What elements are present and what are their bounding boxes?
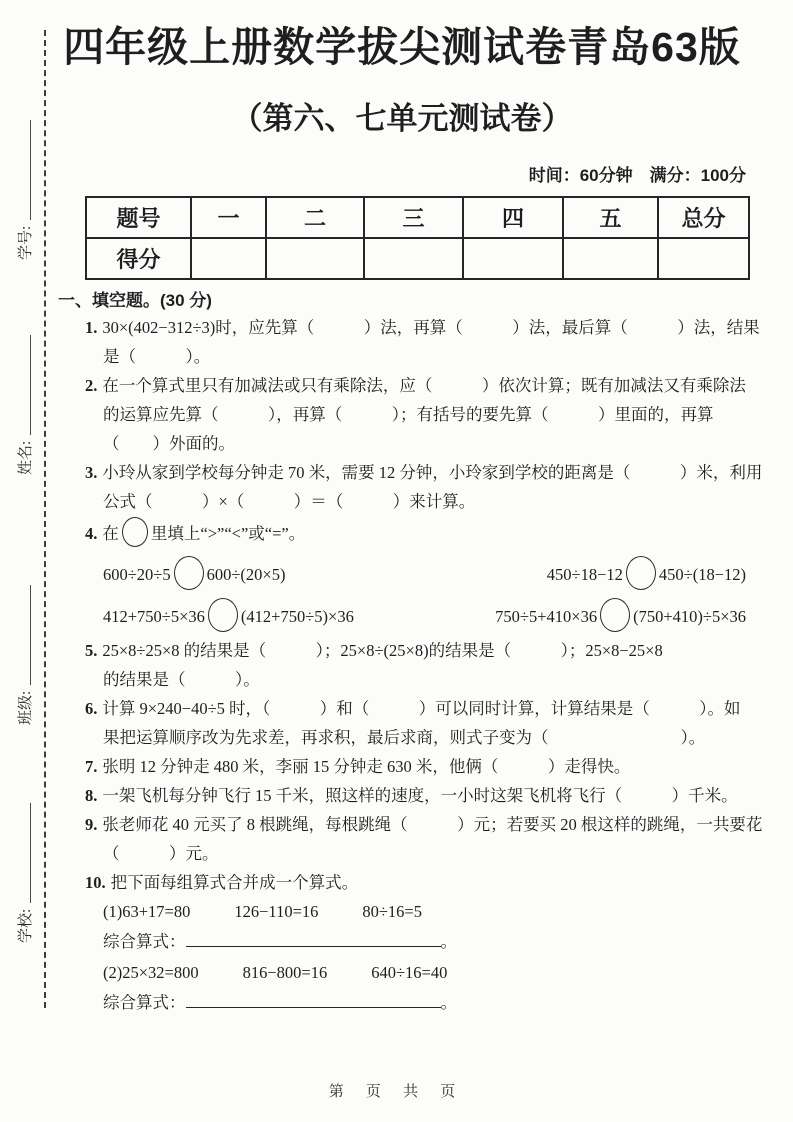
question-text: 把下面每组算式合并成一个算式。 bbox=[110, 873, 359, 892]
expression-left: 412+750÷5×36 bbox=[103, 607, 205, 626]
answer-suffix: 。 bbox=[440, 993, 457, 1012]
combined-expression-answer-2 bbox=[56, 987, 748, 1019]
comparison-item bbox=[103, 598, 354, 632]
question-text: 张老师花 40 元买了 8 根跳绳，每根跳绳（ ）元；若要买 20 根这样的跳绳，一共要花 bbox=[102, 815, 763, 834]
compare-circle-icon bbox=[208, 598, 238, 632]
fill-in-blank-questions bbox=[56, 313, 763, 1019]
equation-text: 25×32=800 bbox=[122, 963, 199, 982]
expression-left: 600÷20÷5 bbox=[103, 565, 171, 584]
question-text: （ ）外面的。 bbox=[103, 434, 235, 453]
score-table-header-cell: 五 bbox=[563, 197, 658, 238]
score-table bbox=[85, 196, 750, 280]
student-number-blank-line bbox=[18, 120, 31, 220]
score-table-header-cell: 一 bbox=[191, 197, 266, 238]
compare-circle-icon bbox=[122, 517, 148, 547]
sidebar-field-student-number bbox=[14, 90, 34, 260]
part-label: (1) bbox=[103, 902, 123, 921]
compare-circle-icon bbox=[600, 598, 630, 632]
question-number: 4. bbox=[85, 524, 98, 543]
school-blank-line bbox=[18, 803, 31, 903]
question-text: 公式（ ）×（ ）＝（ ）来计算。 bbox=[103, 492, 476, 511]
question-text: 的结果是（ ）。 bbox=[103, 670, 260, 689]
score-table-score-row bbox=[86, 238, 749, 279]
equation: 80÷16=5 bbox=[362, 902, 422, 921]
question-number: 6. bbox=[85, 699, 98, 718]
score-cell bbox=[563, 238, 658, 279]
question-number: 10. bbox=[85, 873, 106, 892]
sidebar-field-school bbox=[14, 773, 34, 943]
question-text: 里填上“>”“<”或“=”。 bbox=[150, 524, 306, 543]
comparison-row bbox=[56, 594, 748, 636]
question-text: 的运算应先算（ ），再算（ ）；有括号的要先算（ ）里面的，再算 bbox=[103, 405, 714, 424]
exam-info: 时间：60分钟 满分：100分 bbox=[528, 166, 746, 185]
comparison-row bbox=[56, 552, 748, 594]
question-4 bbox=[56, 516, 748, 636]
score-cell bbox=[266, 238, 364, 279]
name-label: 姓名: bbox=[17, 440, 34, 475]
score-cell bbox=[364, 238, 463, 279]
fold-dashed-line bbox=[44, 30, 46, 1008]
score-table-header-cell: 二 bbox=[266, 197, 364, 238]
page-title: 四年级上册数学拔尖测试卷青岛63版 bbox=[63, 24, 741, 70]
equation-group-2 bbox=[56, 958, 748, 987]
question-5 bbox=[56, 636, 748, 694]
question-number: 1. bbox=[85, 318, 98, 337]
question-2 bbox=[56, 371, 748, 458]
answer-suffix: 。 bbox=[440, 932, 457, 951]
school-label: 学校: bbox=[17, 908, 34, 943]
comparison-item bbox=[103, 556, 285, 590]
score-cell bbox=[658, 238, 749, 279]
question-3 bbox=[56, 458, 763, 516]
answer-blank-line bbox=[186, 994, 441, 1008]
question-text: 张明 12 分钟走 480 米，李丽 15 分钟走 630 米，他俩（ ）走得快。 bbox=[102, 757, 631, 776]
equation: 640÷16=40 bbox=[371, 963, 448, 982]
question-text: 30×(402−312÷3)时，应先算（ ）法，再算（ ）法，最后算（ ）法，结果 bbox=[102, 318, 760, 337]
comparison-item bbox=[495, 598, 746, 632]
compare-circle-icon bbox=[626, 556, 656, 590]
score-table-header-cell: 题号 bbox=[86, 197, 191, 238]
question-6 bbox=[56, 694, 748, 752]
answer-label: 综合算式： bbox=[103, 932, 186, 951]
question-text: 果把运算顺序改为先求差，再求积，最后求商，则式子变为（ ）。 bbox=[103, 728, 706, 747]
sidebar-field-class bbox=[14, 555, 34, 725]
class-label: 班级: bbox=[17, 690, 34, 725]
question-1 bbox=[56, 313, 760, 371]
equation bbox=[103, 958, 199, 987]
question-text: （ ）元。 bbox=[103, 844, 219, 863]
score-cell bbox=[463, 238, 563, 279]
question-text: 是（ ）。 bbox=[103, 347, 211, 366]
score-table-header-cell: 四 bbox=[463, 197, 563, 238]
main-content bbox=[56, 0, 763, 1019]
compare-circle-icon bbox=[174, 556, 204, 590]
question-text: 小玲从家到学校每分钟走 70 米，需要 12 分钟，小玲家到学校的距离是（ ）米，利用 bbox=[102, 463, 763, 482]
name-blank-line bbox=[18, 335, 31, 435]
equation bbox=[103, 897, 190, 926]
question-text: 一架飞机每分钟飞行 15 千米，照这样的速度，一小时这架飞机将飞行（ ）千米。 bbox=[102, 786, 738, 805]
student-number-label: 学号: bbox=[17, 225, 34, 260]
question-8 bbox=[56, 781, 748, 810]
question-text: 计算 9×240−40÷5 时，（ ）和（ ）可以同时计算，计算结果是（ ）。如 bbox=[102, 699, 741, 718]
expression-right: 450÷(18−12) bbox=[658, 565, 746, 584]
expression-right: 600÷(20×5) bbox=[206, 565, 286, 584]
score-table-header-row bbox=[86, 197, 749, 238]
question-number: 3. bbox=[85, 463, 98, 482]
question-number: 2. bbox=[85, 376, 98, 395]
section-one-heading: 一、填空题。(30 分) bbox=[58, 291, 212, 310]
footer-page-number: 第 页 共 页 bbox=[328, 1083, 465, 1100]
question-number: 9. bbox=[85, 815, 98, 834]
question-number: 7. bbox=[85, 757, 98, 776]
question-number: 5. bbox=[85, 641, 98, 660]
class-blank-line bbox=[18, 585, 31, 685]
part-label: (2) bbox=[103, 963, 123, 982]
equation-group-1 bbox=[56, 897, 748, 926]
score-table-header-cell: 总分 bbox=[658, 197, 749, 238]
expression-right: (750+410)÷5×36 bbox=[633, 607, 746, 626]
score-table-header-cell: 三 bbox=[364, 197, 463, 238]
question-10 bbox=[56, 868, 748, 1019]
equation: 816−800=16 bbox=[242, 963, 328, 982]
expression-left: 750÷5+410×36 bbox=[495, 607, 598, 626]
question-text: 在 bbox=[102, 524, 119, 543]
equation-text: 63+17=80 bbox=[122, 902, 191, 921]
answer-blank-line bbox=[186, 933, 441, 947]
answer-label: 综合算式： bbox=[103, 993, 186, 1012]
question-text: 在一个算式里只有加减法或只有乘除法，应（ ）依次计算；既有加减法又有乘除法 bbox=[102, 376, 746, 395]
question-7 bbox=[56, 752, 748, 781]
expression-left: 450÷18−12 bbox=[546, 565, 623, 584]
page-subtitle: （第六、七单元测试卷） bbox=[231, 101, 573, 136]
sidebar-field-name bbox=[14, 305, 34, 475]
question-9 bbox=[56, 810, 763, 868]
expression-right: (412+750÷5)×36 bbox=[240, 607, 354, 626]
score-row-label: 得分 bbox=[86, 238, 191, 279]
comparison-item bbox=[547, 556, 746, 590]
question-text: 25×8÷25×8 的结果是（ ）；25×8÷(25×8)的结果是（ ）；25×8−25×8 bbox=[102, 641, 663, 660]
combined-expression-answer-1 bbox=[56, 926, 748, 958]
score-cell bbox=[191, 238, 266, 279]
question-number: 8. bbox=[85, 786, 98, 805]
equation: 126−110=16 bbox=[234, 902, 319, 921]
